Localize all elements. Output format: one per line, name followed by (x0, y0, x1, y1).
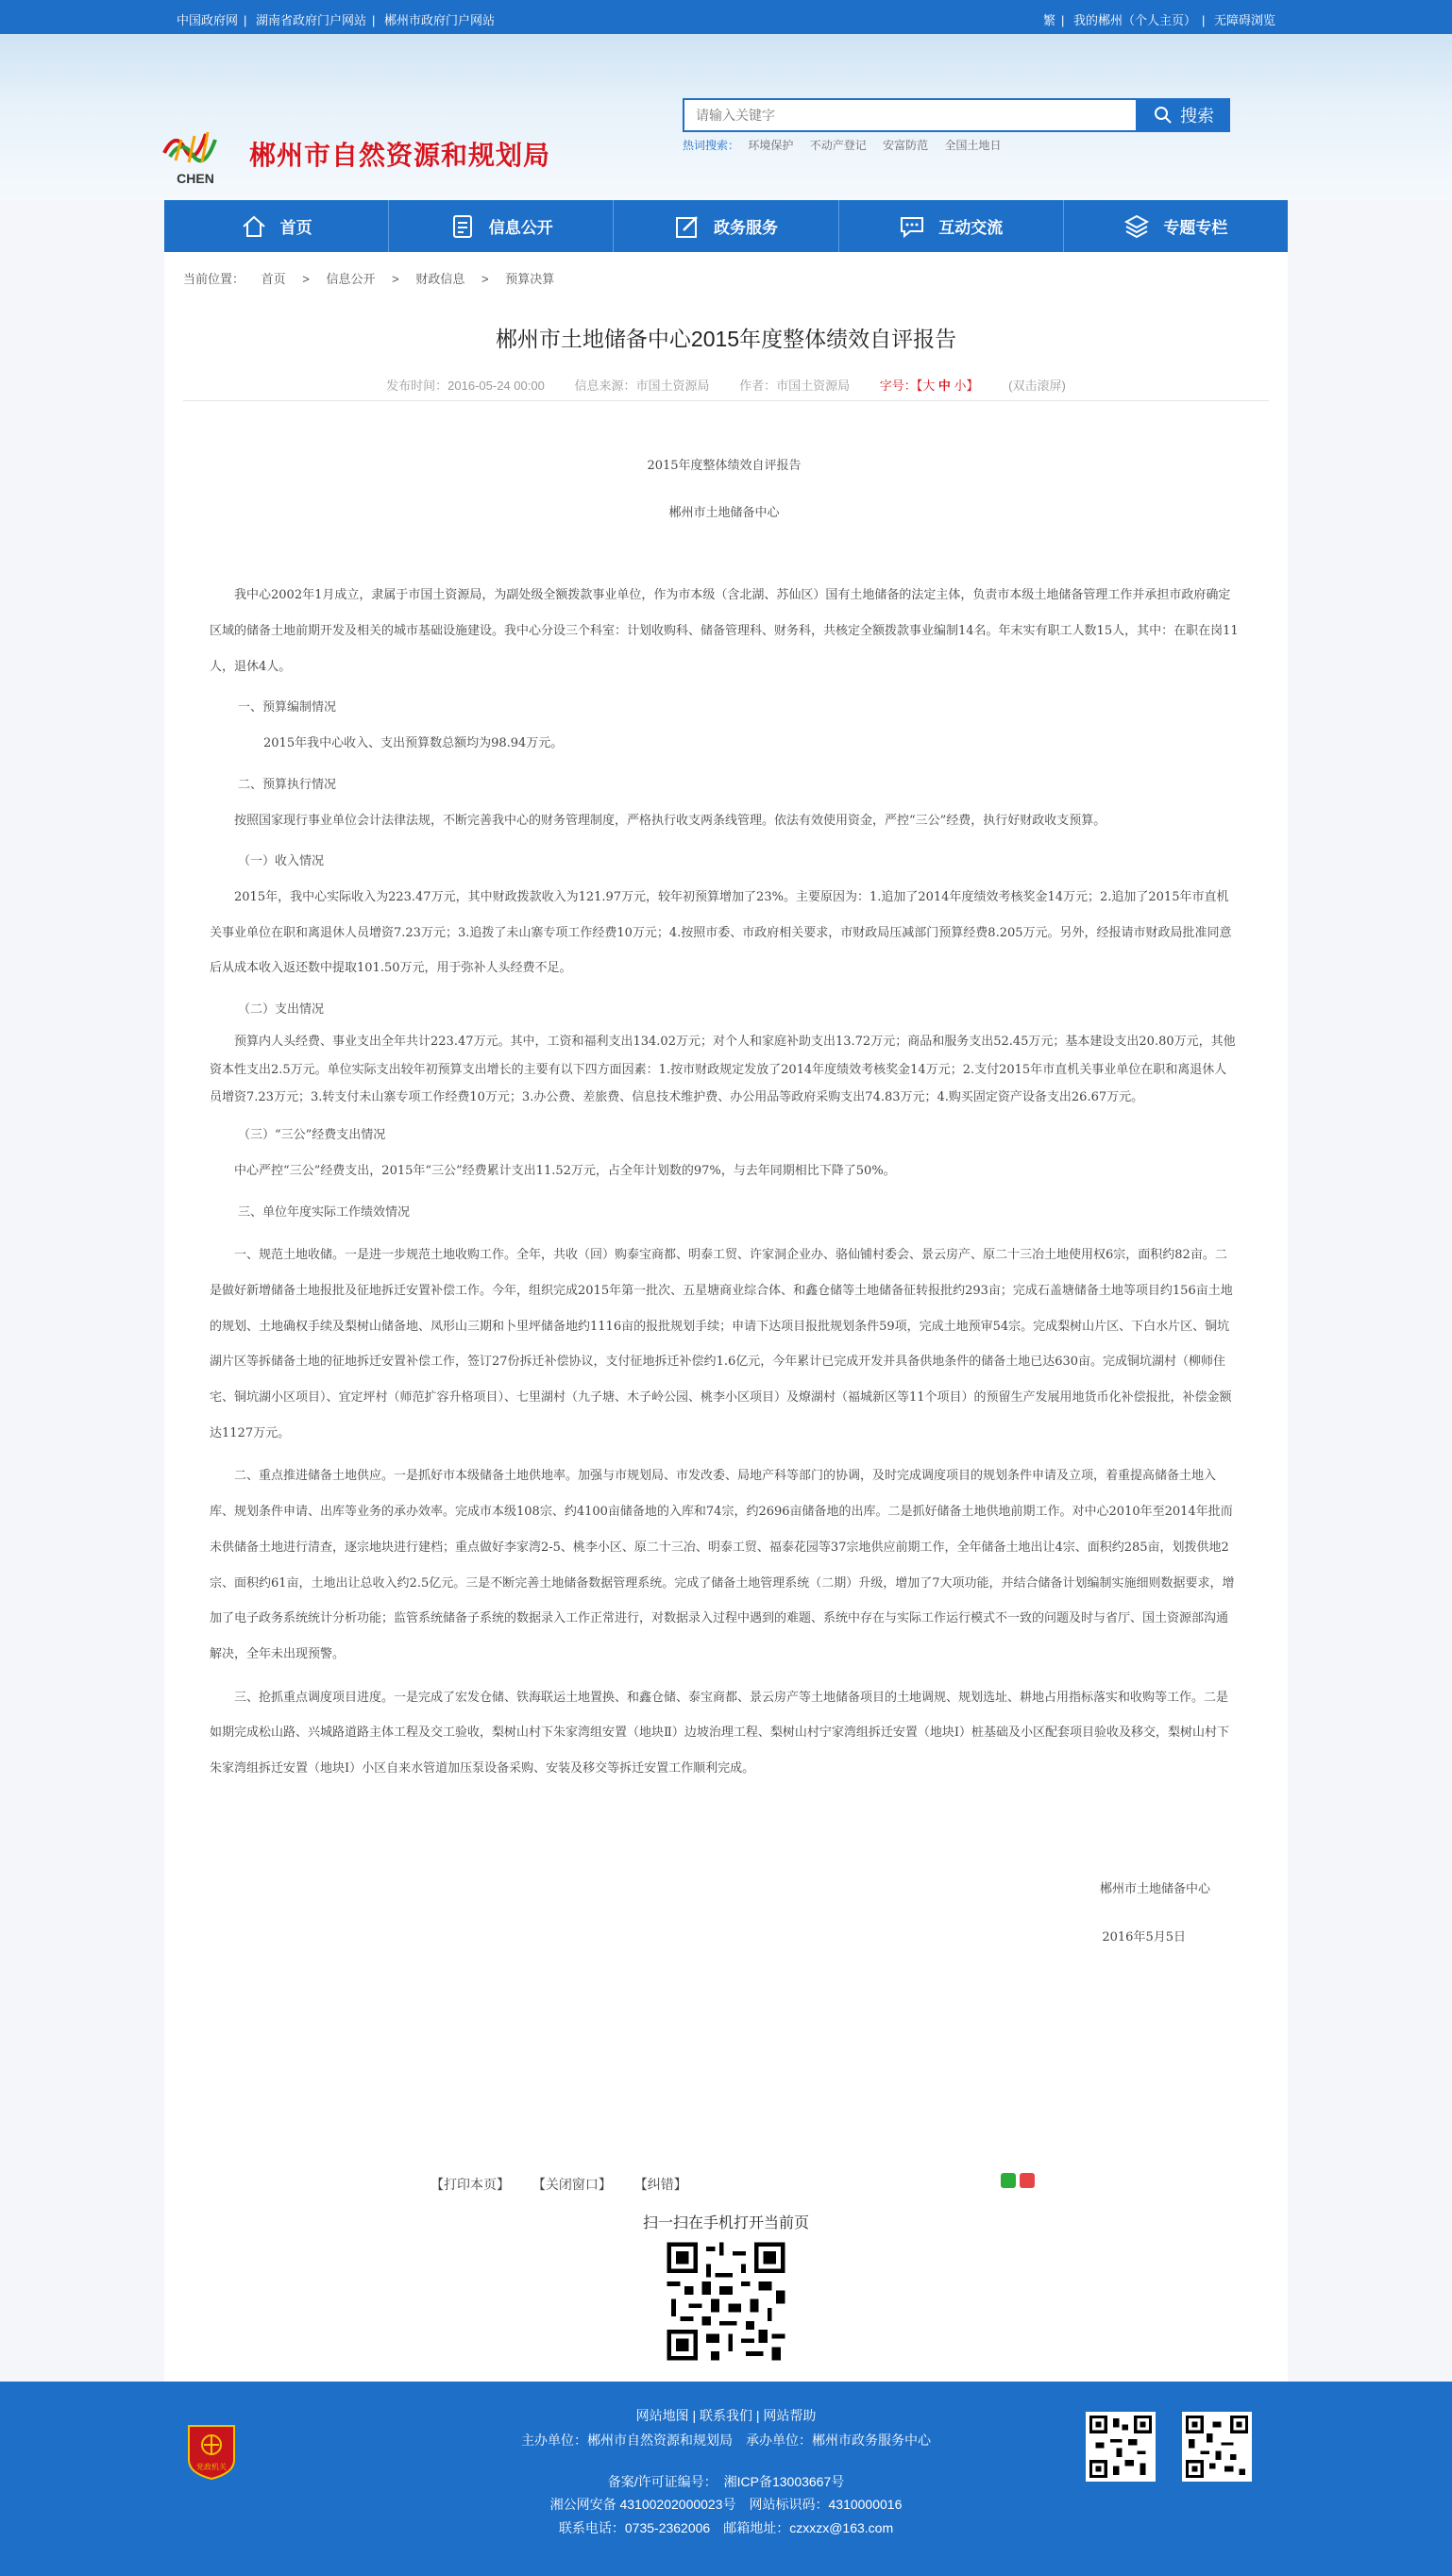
paragraph: 2015年，我中心实际收入为223.47万元，其中财政拨款收入为121.97万元，较年初预算增加了23%。主要原因为：1.追加了2014年度绩效考核奖金14万元；2.追加了2015年市直机关事业单位在职和离退休人员增资7.23万元；3.追拨了未山寨专项工作经费10万元；4.按照市委、市政府相关要求，市财政局压减部门预算经费8.205万元。另外，经报请市财政局批准同意后从成本收入返还数中提取101.50万元，用于弥补人头经费不足。 (210, 889, 1232, 976)
breadcrumb-home[interactable]: 首页 (261, 272, 286, 286)
nav-label: 互动交流 (938, 219, 1004, 237)
section-heading: （三）“三公”经费支出情况 (238, 1128, 386, 1143)
paragraph: 2015年我中心收入、支出预算数总额均为98.94万元。 (263, 736, 564, 751)
search-button[interactable] (1138, 98, 1230, 132)
site-title: 郴州市自然资源和规划局 (249, 141, 551, 170)
paragraph: 中心严控“三公”经费支出，2015年“三公”经费累计支出11.52万元，占全年计划数的97%，与去年同期相比下降了50%。 (234, 1163, 896, 1178)
hot-search (683, 137, 1014, 153)
article-source: 信息来源：市国土资源局 (574, 379, 710, 393)
font-size-control (880, 379, 979, 393)
document-icon (449, 213, 476, 240)
section-heading: 三、单位年度实际工作绩效情况 (238, 1204, 411, 1220)
home-icon (241, 213, 267, 240)
body-subheading: 郴州市土地储备中心 (668, 505, 780, 520)
traditional-toggle[interactable]: 繁 (1042, 13, 1055, 27)
weibo-icon[interactable] (1020, 2173, 1035, 2188)
footer-host: 主办单位：郴州市自然资源和规划局 承办单位：郴州市政务服务中心 (521, 2433, 931, 2448)
hot-keyword[interactable]: 全国土地日 (944, 139, 1002, 152)
site-logo[interactable] (157, 121, 234, 189)
content-panel (164, 252, 1288, 2382)
breadcrumb (183, 269, 567, 287)
font-size-label: 字号：【 (879, 379, 923, 393)
search-button-label: 搜索 (1180, 107, 1214, 126)
signature: 郴州市土地储备中心 (1099, 1881, 1210, 1896)
footer-contact: 联系电话：0735-2362006 邮箱地址：czxxzx@163.com (558, 2520, 894, 2535)
footer-qr-code-icon (1086, 2412, 1156, 2482)
svg-text:党政机关: 党政机关 (196, 2463, 227, 2471)
nav-home[interactable] (164, 200, 389, 252)
nav-label: 专题专栏 (1163, 219, 1228, 237)
hot-keyword[interactable]: 不动产登记 (809, 139, 867, 152)
section-heading: （二）支出情况 (238, 1002, 325, 1017)
article-meta (164, 376, 1288, 394)
article-title: 郴州市土地储备中心2015年度整体绩效自评报告 (495, 327, 957, 351)
font-mid-button[interactable]: 中 (937, 379, 951, 393)
divider (183, 400, 1269, 401)
hot-keyword[interactable]: 安富防范 (883, 139, 929, 152)
font-size-end: 】 (966, 379, 979, 393)
svg-text:CHEN: CHEN (177, 171, 214, 186)
report-error-button[interactable]: 【纠错】 (633, 2177, 687, 2192)
hot-keyword[interactable]: 环境保护 (748, 139, 794, 152)
nav-topics[interactable] (1064, 200, 1288, 252)
nav-label: 政务服务 (714, 219, 778, 237)
paragraph: 按照国家现行事业单位会计法律法规，不断完善我中心的财务管理制度，严格执行收支两条线管理。依法有效使用资金，严控“三公”经费，执行好财政收支预算。 (234, 813, 1106, 828)
top-bar: 中国政府网 | 湖南省政府门户网站 | 郴州市政府门户网站 繁 | 我的郴州（个人主页） | 无障碍浏览 (0, 0, 1452, 34)
footer (0, 2382, 1452, 2576)
link-hunan[interactable]: 湖南省政府门户网站 (256, 13, 367, 27)
paragraph: 二、重点推进储备土地供应。一是抓好市本级储备土地供地率。加强与市规划局、市发改委、局地产科等部门的协调，及时完成调度项目的规划条件申请及立项，着重提高储备土地入库、规划条件申请、出库等业务的承办效率。完成市本级108宗、约4100亩储备地的入库和74宗，约2696亩储备地的出库。二是抓好储备土地供地前期工作。对中心2010年至2014年批而未供储备土地进行清查，逐宗地块进行建档；重点做好李家湾2-5、桃李小区、原二十三冶、明泰工贸、福泰花园等37宗地供应前期工作，全年储备土地出让4宗、面积约285亩，划拨供地2宗、面积约61亩，土地出让总收入约2.5亿元。三是不断完善土地储备数据管理系统。完成了储备土地管理系统（二期）升级，增加了7大项功能，并结合储备计划编制实施细则数据要求，增加了电子政务系统统计分析功能；监管系统储备子系统的数据录入工作正常进行，对数据录入过程中遇到的难题、系统中存在与实际工作运行模式不一致的问题及时与省厅、国土资源部沟通解决，全年未出现预警。 (210, 1469, 1235, 1661)
layers-icon (1123, 213, 1150, 240)
body-heading: 2015年度整体绩效自评报告 (647, 459, 802, 473)
breadcrumb-label: 当前位置： (183, 272, 245, 286)
font-big-button[interactable]: 大 (922, 379, 936, 393)
accessibility-link[interactable]: 无障碍浏览 (1213, 13, 1275, 27)
share-buttons (1001, 2173, 1035, 2188)
nav-info-public[interactable] (389, 200, 614, 252)
article-body (210, 448, 1239, 1956)
article-author: 作者：市国土资源局 (739, 379, 851, 393)
breadcrumb-sep: > (392, 272, 399, 286)
breadcrumb-sep: > (302, 272, 310, 286)
breadcrumb-sep: > (481, 272, 489, 286)
signature-date: 2016年5月5日 (1102, 1930, 1186, 1945)
link-gov[interactable]: 中国政府网 (177, 13, 239, 27)
nav-interaction[interactable] (839, 200, 1064, 252)
publish-date: 发布时间：2016-05-24 00:00 (386, 379, 545, 393)
font-small-button[interactable]: 小 (954, 379, 967, 393)
close-window-button[interactable]: 【关闭窗口】 (532, 2177, 612, 2192)
nav-services[interactable] (614, 200, 838, 252)
section-heading: 一、预算编制情况 (238, 700, 337, 716)
edit-icon (674, 213, 701, 240)
footer-qr-code-icon (1182, 2412, 1252, 2482)
paragraph: 我中心2002年1月成立，隶属于市国土资源局，为副处级全额拨款事业单位，作为市本级（含北湖、苏仙区）国有土地储备的法定主体，负责市本级土地储备管理工作并承担市政府确定区域的储备土地前期开发及相关的城市基础设施建设。我中心分设三个科室：计划收购科、储备管理科、财务科，共核定全额拨款事业编制14名。年末实有职工人数15人，其中：在职在岗11人，退休4人。 (210, 588, 1239, 674)
section-heading: 二、预算执行情况 (238, 777, 337, 792)
footer-icp[interactable]: 备案/许可证编号： 湘ICP备13003667号 (607, 2474, 845, 2489)
breadcrumb-info[interactable]: 信息公开 (326, 272, 376, 286)
paragraph: 一、规范土地收储。一是进一步规范土地收购工作。全年，共收（回）购泰宝商都、明泰工贸、许家洞企业办、骆仙铺村委会、景云房产、原二十三冶土地使用权6宗，面积约82亩。二是做好新增储备土地报批及征地拆迁安置补偿工作。今年，组织完成2015年第一批次、五星塘商业综合体、和鑫仓储等土地储备征转报批约293亩；完成石盖塘储备土地等项目约156亩土地的规划、土地确权手续及梨树山储备地、凤形山三期和卜里坪储备地约1116亩的报批规划手续；申请下达项目报批规划条件59项，完成土地预审54宗。完成梨树山片区、下白水片区、铜坑湖片区等拆储备土地的征地拆迁安置补偿工作，签订27份拆迁补偿协议，支付征地拆迁补偿约1.6亿元，今年累计已完成开发并具备供地条件的储备土地已达630亩。完成铜坑湖村（柳师住宅、铜坑湖小区项目）、宜定坪村（师范扩容升格项目）、七里湖村（九子塘、木子岭公园、桃李小区项目）及燎湖村（福城新区等11个项目）的预留生产发展用地货币化补偿报批，补偿金额达1127万元。 (210, 1248, 1233, 1440)
section-heading: （一）收入情况 (238, 854, 325, 869)
my-chenzhou-link[interactable]: 我的郴州（个人主页） (1072, 13, 1196, 27)
footer-links[interactable]: 网站地图 | 联系我们 | 网站帮助 (635, 2408, 817, 2423)
main-nav (164, 200, 1288, 252)
print-button[interactable]: 【打印本页】 (431, 2177, 510, 2192)
search-icon (1154, 106, 1173, 125)
breadcrumb-finance[interactable]: 财政信息 (415, 272, 465, 286)
breadcrumb-budget[interactable]: 预算决算 (505, 272, 555, 286)
paragraph: 三、抢抓重点调度项目进度。一是完成了宏发仓储、铁海联运土地置换、和鑫仓储、泰宝商都、景云房产等土地储备项目的土地调规、规划选址、耕地占用指标落实和收购等工作。二是如期完成松山路、兴城路道路主体工程及交工验收，梨树山村下朱家湾组安置（地块Ⅱ）边坡治理工程、梨树山村宁家湾组拆迁安置（地块Ⅰ）桩基础及小区配套项目验收及移交，梨树山村下朱家湾组拆迁安置（地块Ⅰ）小区自来水管道加压泵设备采购、安装及移交等拆迁安置工作顺利完成。 (210, 1690, 1229, 1776)
search-input[interactable] (683, 98, 1138, 132)
footer-police[interactable]: 湘公网安备 43100202000023号 网站标识码：4310000016 (549, 2497, 903, 2512)
nav-label: 信息公开 (488, 219, 553, 237)
paragraph: 预算内人头经费、事业支出全年共计223.47万元。其中，工资和福利支出134.02万元；对个人和家庭补助支出13.72万元；商品和服务支出52.45万元；基本建设支出20.80万元，其他资本性支出2.5万元。单位实际支出较年初预算支出增长的主要有以下四方面因素：1.按市财政规定发放了2014年度绩效考核奖金14万元；2.支付2015年市直机关事业单位在职和离退休人员增资7.23万元；3.转支付未山寨专项工作经费10万元；3.办公费、差旅费、信息技术维护费、办公用品等政府采购支出74.83万元；4.购买固定资产设备支出26.67万元。 (210, 1034, 1236, 1105)
qr-code-icon (663, 2238, 789, 2365)
article-tools (431, 2175, 1035, 2194)
link-chenzhou[interactable]: 郴州市政府门户网站 (384, 13, 496, 27)
nav-label: 首页 (279, 219, 312, 237)
hot-search-label: 热词搜索： (683, 139, 740, 152)
wechat-icon[interactable] (1001, 2173, 1016, 2188)
chat-icon (899, 213, 925, 240)
scan-caption: 扫一扫在手机打开当前页 (642, 2215, 809, 2231)
search-bar (683, 98, 1230, 132)
double-click-scroll[interactable]: (双击滚屏) (1008, 379, 1066, 393)
